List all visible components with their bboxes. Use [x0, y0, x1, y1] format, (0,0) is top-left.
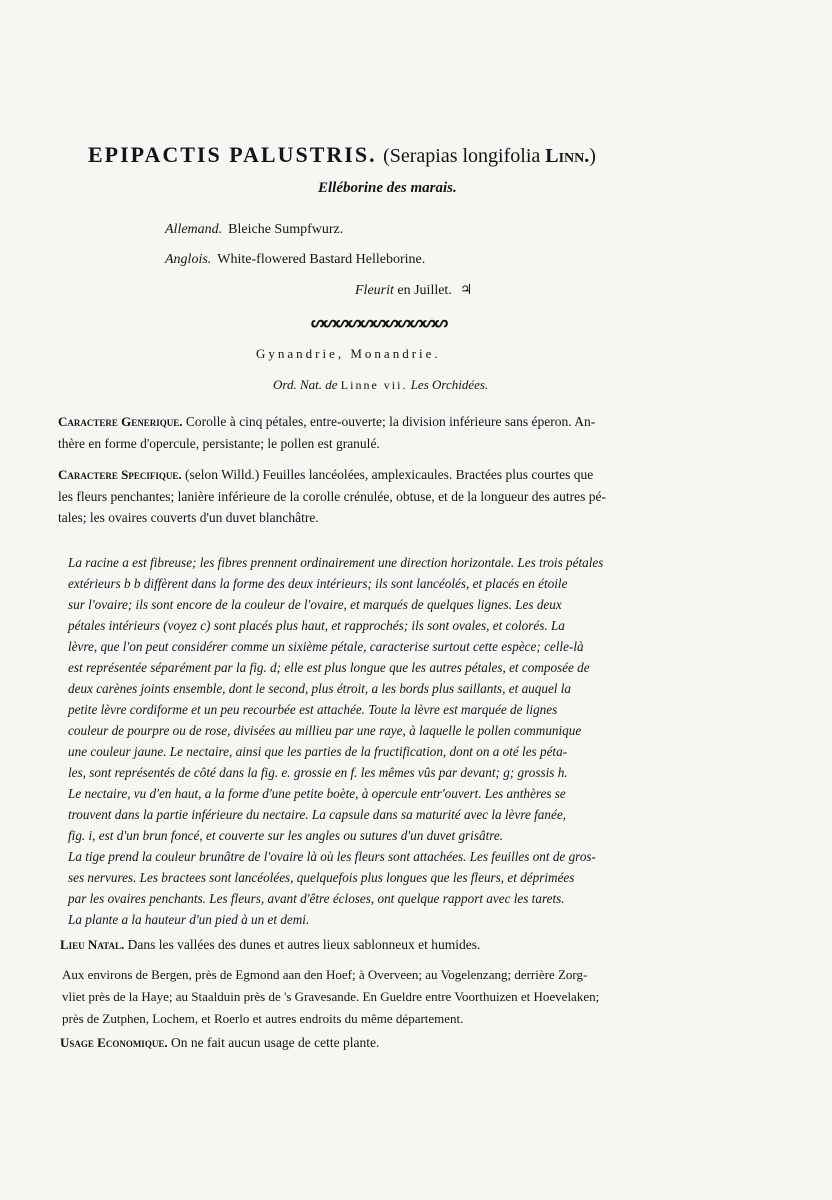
text-line: tales; les ovaires couverts d'un duvet blanchâtre. [58, 510, 319, 525]
french-name: Elléborine des marais. [318, 180, 457, 196]
description-line: couleur de pourpre ou de rose, divisées au millieu par une raye, à laquelle le pollen communique [68, 723, 582, 738]
description-line: La tige prend la couleur brunâtre de l'ovaire là où les fleurs sont attachées. Les feuilles ont de gros- [68, 849, 596, 864]
section-label: Usage Economique. [60, 1035, 168, 1050]
species-name: EPIPACTIS PALUSTRIS. [88, 142, 377, 167]
description-line: est représentée séparément par la fig. d; elle est plus longue que les autres pétales, et composée de [68, 660, 590, 675]
vernacular-lang: Anglois. [165, 252, 212, 267]
vernacular-german [165, 223, 343, 237]
text-line: On ne fait aucun usage de cette plante. [170, 1035, 380, 1050]
description-line: sur l'ovaire; ils sont encore de la couleur de l'ovaire, et marqués de quelques lignes. Les deux [68, 597, 562, 612]
text-line: les fleurs penchantes; lanière inférieure de la corolle crénulée, obtuse, et de la longueur des autres pé- [58, 489, 607, 504]
description-line: lèvre, que l'on peut considérer comme un sixième pétale, caracterise surtout cette espèce; celle-là [68, 639, 584, 654]
generic-character [58, 415, 595, 429]
description-line: une couleur jaune. Le nectaire, ainsi que les parties de la fructification, dont on a oté les péta- [68, 744, 568, 759]
locality-line: Aux environs de Bergen, près de Egmond aan den Hoef; à Overveen; au Vogelenzang; derrière Zorg- [62, 967, 588, 982]
native-habitat [60, 938, 480, 952]
text-line: thère en forme d'opercule, persistante; le pollen est granulé. [58, 436, 380, 451]
description-line: extérieurs b b diffèrent dans la forme des deux intérieurs; ils sont lancéolés, et placés en étoile [68, 576, 568, 591]
specific-character [58, 468, 593, 482]
section-label: Caractere Specifique. [58, 467, 182, 482]
vernacular-name: Bleiche Sumpfwurz. [228, 222, 344, 237]
text-line: Corolle à cinq pétales, entre-ouverte; la division inférieure sans éperon. An- [185, 414, 596, 429]
linnaean-class: Gynandrie, Monandrie. [256, 346, 441, 361]
section-label: Lieu Natal. [60, 937, 125, 952]
section-label: Caractere Generique. [58, 414, 183, 429]
vernacular-english [165, 253, 425, 267]
flowering-time: Fleurit en Juillet. ♃ [355, 283, 473, 298]
description-line: trouvent dans la partie inférieure du nectaire. La capsule dans sa maturité avec la lèvre fanée, [68, 807, 566, 822]
ornament-divider: ᔕᔕᔕᔕᔕᔕᔕᔕᔕᔕᔕ [311, 315, 448, 331]
vernacular-name: White-flowered Bastard Helleborine. [217, 252, 426, 267]
description-line: deux carènes joints ensemble, dont le second, plus étroit, a les bords plus saillants, et auquel la [68, 681, 572, 696]
description-line: petite lèvre cordiforme et un peu recourbée est attachée. Toute la lèvre est marquée de lignes [68, 702, 558, 717]
description-line: les, sont représentés de côté dans la fig. e. grossie en f. les mêmes vûs par devant; g; grossis h. [68, 765, 568, 780]
vernacular-lang: Allemand. [165, 222, 223, 237]
text-line: Dans les vallées des dunes et autres lieux sablonneux et humides. [127, 937, 481, 952]
locality-line: vliet près de la Haye; au Staalduin près de 's Gravesande. En Gueldre entre Voorthuizen et Hoevelaken; [62, 989, 600, 1004]
description-line: fig. i, est d'un brun foncé, et couverte sur les angles ou sutures d'un duvet grisâtre. [68, 828, 504, 843]
natural-order: Ord. Nat. de Linne vii. Les Orchidées. [273, 377, 489, 392]
description-line: Le nectaire, vu d'en haut, a la forme d'une petite boète, à opercule entr'ouvert. Les anthères se [68, 786, 566, 801]
page-title [88, 144, 596, 166]
description-line: par les ovaires penchants. Les fleurs, avant d'être écloses, ont quelque rapport avec les tarets. [68, 891, 565, 906]
description-line: La plante a la hauteur d'un pied à un et demi. [68, 912, 310, 927]
perennial-symbol-icon: ♃ [459, 283, 473, 298]
economic-use [60, 1036, 379, 1050]
description-line: La racine a est fibreuse; les fibres prennent ordinairement une direction horizontale. Les trois pétales [68, 555, 604, 570]
locality-line: près de Zutphen, Lochem, et Roerlo et autres endroits du même département. [62, 1011, 464, 1026]
synonym: (Serapias longifolia Linn.) [383, 145, 596, 167]
description-line: ses nervures. Les bractees sont lancéolées, quelquefois plus longues que les fleurs, et déprimées [68, 870, 575, 885]
text-line: (selon Willd.) Feuilles lancéolées, amplexicaules. Bractées plus courtes que [185, 467, 594, 482]
description-line: pétales intérieurs (voyez c) sont placés plus haut, et rapprochés; ils sont ovales, et colorés. La [68, 618, 565, 633]
